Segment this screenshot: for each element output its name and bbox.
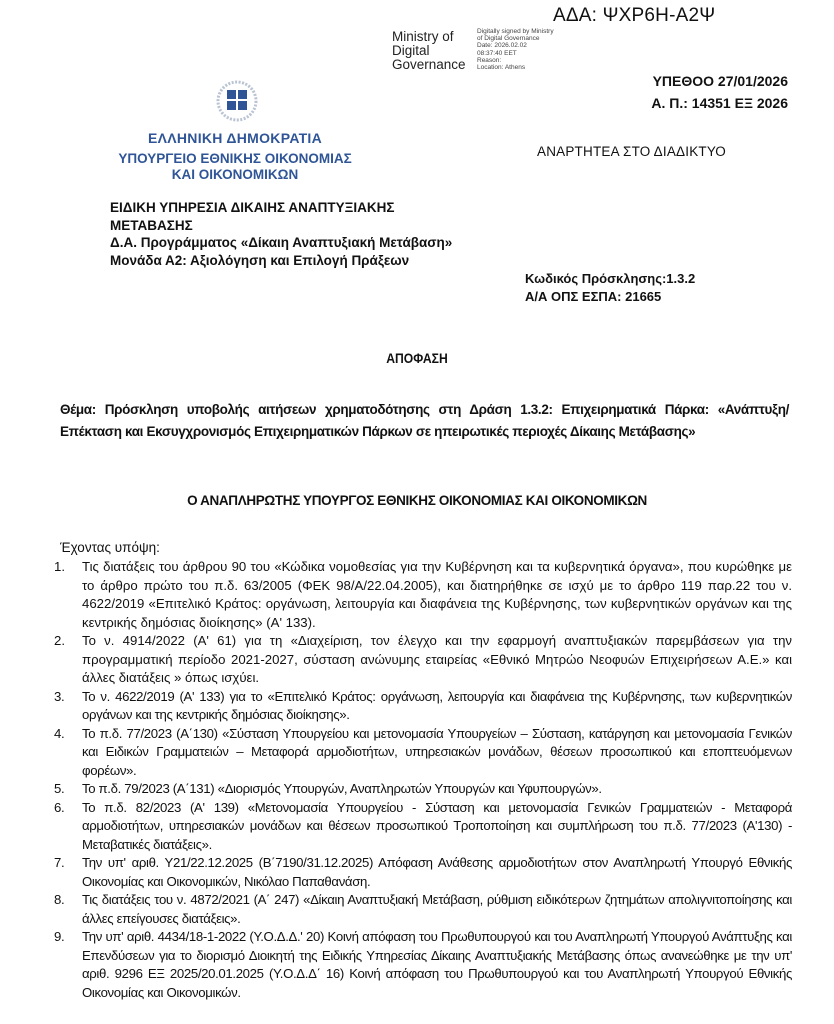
item-number: 3. (54, 688, 65, 704)
signer-line: Digital (392, 43, 430, 58)
item-text: Τις διατάξεις του ν. 4872/2021 (Α΄ 247) «Δίκαιη Αναπτυξιακή Μετάβαση, ρύθμιση ειδικότερων ζητημάτων απολιγνιτοποίησης και άλλες επείγουσες διατάξεις». (82, 892, 792, 926)
ministry-name-line1: ΥΠΟΥΡΓΕΙΟ ΕΘΝΙΚΗΣ ΟΙΚΟΝΟΜΙΑΣ (118, 151, 352, 166)
call-code: Κωδικός Πρόσκλησης:1.3.2 (525, 271, 696, 286)
list-item (54, 558, 792, 632)
list-item (54, 688, 792, 725)
reference-block (651, 70, 788, 114)
item-number: 6. (54, 799, 65, 815)
considering-label: Έχοντας υπόψη: (60, 540, 160, 555)
signature-meta-line: Date: 2026.02.02 (477, 42, 527, 50)
issuer-title: Ο ΑΝΑΠΛΗΡΩΤΗΣ ΥΠΟΥΡΓΟΣ ΕΘΝΙΚΗΣ ΟΙΚΟΝΟΜΙΑΣ ΚΑΙ ΟΙΚΟΝΟΜΙΚΩΝ (187, 493, 647, 508)
item-number: 5. (54, 781, 65, 796)
service-block (110, 199, 490, 269)
item-text: Το π.δ. 79/2023 (Α΄131) «Διορισμός Υπουργών, Αναπληρωτών Υπουργών και Υφυπουργών». (82, 781, 602, 796)
item-text: Τις διατάξεις του άρθρου 90 του «Κώδικα νομοθεσίας για την Κυβέρνηση και τα κυβερνητικά όργανα», που κυρώθηκε με το άρθρο πρώτο του π.δ. 63/2005 (ΦΕΚ 98/Α/22.04.2005), και διατηρήθηκε σε ισχύ με το άρθρο 119 παρ.22 του ν. 4622/2019 «Επιτελικό Κράτος: οργάνωση, λειτουργία και διαφάνεια της Κυβέρνησης, των κυβερνητικών οργάνων και της κεντρικής δημόσιας διοίκησης» (Α' 133). (82, 559, 792, 630)
government-header (90, 130, 380, 183)
digital-signature-meta (477, 28, 554, 71)
item-number: 7. (54, 855, 65, 870)
signer-line: Ministry of (392, 29, 454, 44)
item-number: 1. (54, 559, 65, 574)
greek-coat-of-arms-icon (216, 80, 258, 122)
list-item (54, 891, 792, 928)
item-number: 4. (54, 725, 65, 741)
service-line2: ΜΕΤΑΒΑΣΗΣ (110, 217, 193, 233)
signature-meta-line: Digitally signed by Ministry (477, 28, 554, 35)
list-item (54, 725, 792, 781)
signature-meta-line: Reason: (477, 56, 502, 64)
ops-espa-code: Α/Α ΟΠΣ ΕΣΠΑ: 21665 (525, 289, 662, 304)
item-text: Το π.δ. 82/2023 (Α' 139) «Μετονομασία Υπουργείου - Σύσταση και μετονομασία Γενικών Γραμματειών - Μεταφορά αρμοδιοτήτων, υπηρεσιακών μονάδων και θέσεων προσωπικού Τροποποίηση και συμπλήρωση του π.δ. 77/2023 (Α'130) - Μεταβατικές διατάξεις». (82, 799, 792, 852)
item-text: Το ν. 4914/2022 (Α' 61) για τη «Διαχείριση, τον έλεγχο και την εφαρμογή αναπτυξιακών παρεμβάσεων για την προγραμματική περίοδο 2021-2027, σύσταση ανώνυμης εταιρείας «Εθνικό Μητρώο Νεοφυών Επιχειρήσεων Α.Ε.» και άλλες διατάξεις » όπως ισχύει. (82, 633, 792, 685)
list-item (54, 780, 792, 799)
considerations-list (54, 558, 792, 1002)
republic-name: ΕΛΛΗΝΙΚΗ ΔΗΜΟΚΡΑΤΙΑ (147, 130, 323, 146)
signature-meta-line: Location: Athens (477, 64, 526, 72)
digital-signature-signer (392, 30, 466, 72)
signer-line: Governance (392, 57, 466, 72)
document-title: ΑΠΟΦΑΣΗ (386, 351, 448, 366)
reference-date: ΥΠΕΘΟΟ 27/01/2026 (652, 73, 788, 89)
list-item (54, 928, 792, 1002)
codes-block (525, 270, 695, 306)
protocol-number: Α. Π.: 14351 ΕΞ 2026 (651, 95, 788, 111)
list-item (54, 854, 792, 891)
ministry-name-line2: ΚΑΙ ΟΙΚΟΝΟΜΙΚΩΝ (171, 167, 299, 182)
item-text: Την υπ' αριθ. 4434/18-1-2022 (Υ.Ο.Δ.Δ.' 20) Κοινή απόφαση του Πρωθυπουργού και του Αναπληρωτή Υπουργού Ανάπτυξης και Επενδύσεων για το διορισμό Διοικητή της Ειδικής Υπηρεσίας Δίκαιης Αναπτυξιακής Μετάβασης όπως ανανεώθηκε με την υπ' αριθ. 9296 ΕΞ 2025/20.01.2025 (Υ.Ο.Δ.Δ΄ 16) Κοινή απόφαση του Πρωθυπουργού και του Αναπληρωτή Υπουργού Εθνικής Οικονομίας και Οικονομικών. (82, 929, 792, 1000)
signature-meta-line: 08:37:40 EET (477, 49, 517, 57)
item-number: 9. (54, 929, 65, 944)
signature-meta-line: of Digital Governance (477, 35, 540, 43)
list-item (54, 632, 792, 688)
item-text: Το ν. 4622/2019 (Α' 133) για το «Επιτελικό Κράτος: οργάνωση, λειτουργία και διαφάνεια της Κυβέρνησης, των κυβερνητικών οργάνων και της κεντρικής δημόσιας διοίκησης». (82, 688, 792, 722)
service-line3: Δ.Α. Προγράμματος «Δίκαιη Αναπτυξιακή Μετάβαση» (110, 235, 453, 250)
item-text: Την υπ' αριθ. Υ21/22.12.2025 (Β΄7190/31.12.2025) Απόφαση Ανάθεσης αρμοδιοτήτων στον Αναπληρωτή Υπουργό Εθνικής Οικονομίας και Οικονομικών, Νικόλαο Παπαθανάση. (82, 855, 792, 889)
posting-note: ΑΝΑΡΤΗΤΕΑ ΣΤΟ ΔΙΑΔΙΚΤΥΟ (537, 144, 727, 159)
item-text: Το π.δ. 77/2023 (Α΄130) «Σύσταση Υπουργείου και μετονομασία Υπουργείων – Σύσταση, κατάργηση και μετονομασία Γενικών και Ειδικών Γραμματειών – Μεταφορά αρμοδιοτήτων, υπηρεσιακών μονάδων, θέσεων προσωπικού και εποπτευόμενων φορέων». (82, 725, 792, 778)
list-item (54, 799, 792, 855)
item-number: 8. (54, 892, 65, 907)
item-number: 2. (54, 633, 65, 648)
service-line4: Μονάδα Α2: Αξιολόγηση και Επιλογή Πράξεων (110, 252, 410, 268)
document-subject: Θέμα: Πρόσκληση υποβολής αιτήσεων χρηματοδότησης στη Δράση 1.3.2: Επιχειρηματικά Πάρκα: «Ανάπτυξη/ Επέκταση και Εκσυγχρονισμός Επιχειρηματικών Πάρκων σε ηπειρωτικές περιοχές Δίκαιης Μετάβασης» (60, 402, 789, 439)
service-line1: ΕΙΔΙΚΗ ΥΠΗΡΕΣΙΑ ΔΙΚΑΙΗΣ ΑΝΑΠΤΥΞΙΑΚΗΣ (110, 200, 395, 215)
ada-code: ΑΔΑ: ΨΧΡ6Η-Α2Ψ (553, 5, 716, 26)
